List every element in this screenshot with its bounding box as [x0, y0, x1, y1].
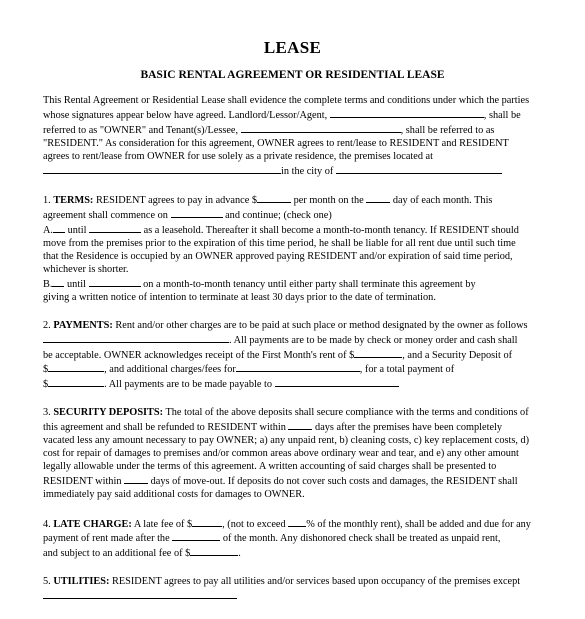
security-text: this agreement and shall be refunded to RESIDENT within — [43, 422, 286, 434]
intro-text: whose signatures appear below have agreed. Landlord/Lessor/Agent, — [43, 109, 328, 121]
terms-text: agreement shall commence on — [43, 210, 168, 222]
intro-paragraph — [43, 95, 548, 178]
terms-text: move from the premises prior to the expiration of this time period, he shall be liable for all rent due until such time — [43, 238, 516, 250]
city-field[interactable] — [336, 164, 502, 174]
payments-text: , and a Security Deposit of — [402, 349, 513, 361]
option-a-label: A. — [43, 225, 54, 237]
payments-text: $ — [43, 364, 49, 376]
tenant-name-field[interactable] — [241, 123, 401, 133]
accounting-days-field[interactable] — [124, 474, 148, 484]
late-text: . — [238, 548, 241, 560]
intro-text: This Rental Agreement or Residential Lease shall evidence the complete terms and conditions under which the parties — [43, 95, 530, 106]
tenancy-date-field[interactable] — [89, 277, 141, 287]
terms-text: until — [67, 225, 87, 237]
additional-fees-field[interactable] — [236, 362, 360, 372]
late-text: payment of rent made after the — [43, 533, 170, 545]
dishonored-fee-field[interactable] — [190, 546, 238, 556]
late-text: , (not to exceed — [222, 518, 286, 530]
section-number: 4. — [43, 518, 51, 530]
refund-days-field[interactable] — [288, 420, 312, 430]
document-title: LEASE — [263, 38, 322, 57]
terms-text: until — [67, 278, 86, 290]
payee-field[interactable] — [275, 377, 399, 387]
payments-text: be acceptable. OWNER acknowledges receipt of the First Month's rent of $ — [43, 349, 355, 361]
security-heading: SECURITY DEPOSITS: — [53, 407, 164, 419]
late-charge-section — [43, 517, 548, 562]
terms-section — [43, 193, 548, 304]
payments-text: , and additional charges/fees for — [104, 364, 236, 376]
payments-text: . All payments are to be made payable to — [104, 379, 272, 391]
late-charge-heading: LATE CHARGE: — [53, 518, 132, 530]
terms-text: RESIDENT agrees to pay in advance $ — [95, 195, 258, 207]
rent-amount-field[interactable] — [257, 193, 291, 203]
section-number: 1. — [43, 195, 51, 207]
late-day-field[interactable] — [172, 531, 220, 541]
premises-address-field[interactable] — [43, 164, 281, 174]
terms-text: giving a written notice of intention to terminate at least 30 days prior to the date of termination. — [43, 291, 436, 303]
security-text: The total of the above deposits shall secure compliance with the terms and conditions of — [165, 407, 529, 419]
late-fee-field[interactable] — [192, 517, 222, 527]
security-text: legally allowable under the terms of this agreement. A written accounting of said charges shall be presented to — [43, 460, 497, 472]
payments-text: Rent and/or other charges are to be paid at such place or method designated by the owner as follows — [115, 319, 528, 331]
landlord-name-field[interactable] — [330, 108, 484, 118]
section-number: 3. — [43, 407, 51, 419]
section-number: 5. — [43, 576, 51, 588]
intro-text: , shall be — [483, 109, 521, 121]
terms-heading: TERMS: — [53, 195, 94, 207]
intro-text: agrees to rent/lease from OWNER for use solely as a private residence, the premises located at — [43, 150, 433, 162]
rent-day-field[interactable] — [366, 193, 390, 203]
security-text: RESIDENT within — [43, 475, 122, 487]
payments-section — [43, 320, 548, 393]
terms-text: day of each month. This — [392, 195, 493, 207]
late-percent-field[interactable] — [288, 517, 306, 527]
utilities-section — [43, 576, 548, 604]
security-text: days after the premises have been completely — [315, 422, 503, 434]
security-text: vacated less any amount necessary to pay OWNER; a) any unpaid rent, b) cleaning costs, c) key replacement costs, d) — [43, 435, 530, 447]
utilities-heading: UTILITIES: — [53, 576, 110, 588]
security-text: days of move-out. If deposits do not cover such costs and damages, the RESIDENT shall — [150, 475, 518, 487]
commence-date-field[interactable] — [171, 208, 223, 218]
section-number: 2. — [43, 319, 51, 331]
intro-text: referred to as "OWNER" and Tenant(s)/Lessee, — [43, 124, 239, 136]
late-text: % of the monthly rent), shall be added and due for any — [306, 518, 531, 530]
payments-heading: PAYMENTS: — [53, 319, 113, 331]
payment-place-field[interactable] — [43, 333, 229, 343]
terms-text: as a leasehold. Thereafter it shall become a month-to-month tenancy. If RESIDENT should — [143, 225, 519, 237]
intro-text: "RESIDENT." As consideration for this agreement, OWNER agrees to rent/lease to RESIDENT and RESIDENT — [43, 137, 509, 149]
payments-text: , for a total payment of — [359, 364, 455, 376]
option-a-checkbox[interactable] — [53, 223, 65, 233]
security-text: cost for repair of damages to premises and/or common areas above ordinary wear and tear, and e) any other amount — [43, 447, 519, 459]
security-section — [43, 407, 548, 501]
payments-text: . All payments are to be made by check or money order and cash shall — [229, 334, 518, 346]
utilities-text: RESIDENT agrees to pay all utilities and/or services based upon occupancy of the premises except — [111, 576, 521, 588]
security-text: immediately pay said additional costs for damages to OWNER. — [43, 488, 305, 500]
security-deposit-field[interactable] — [48, 362, 104, 372]
terms-text: whichever is shorter. — [43, 263, 129, 275]
terms-text: per month on the — [293, 195, 364, 207]
late-text: and subject to an additional fee of $ — [43, 548, 191, 560]
late-text: of the month. Any dishonored check shall be treated as unpaid rent, — [222, 533, 501, 545]
payments-text: $ — [43, 379, 49, 391]
lease-end-date-field[interactable] — [89, 223, 141, 233]
intro-text: in the city of — [281, 165, 334, 177]
terms-text: that the Residence is occupied by an OWNER approved paying RESIDENT and/or expiration of said time period, — [43, 251, 513, 263]
terms-text: on a month-to-month tenancy until either party shall terminate this agreement by — [143, 278, 476, 290]
terms-text: and continue; (check one) — [225, 210, 332, 222]
utilities-exceptions-field[interactable] — [43, 589, 237, 599]
late-text: A late fee of $ — [133, 518, 193, 530]
option-b-label: B. — [43, 278, 53, 290]
option-b-checkbox[interactable] — [52, 277, 64, 287]
document-body — [43, 95, 548, 619]
total-payment-field[interactable] — [48, 377, 104, 387]
document-subtitle: BASIC RENTAL AGREEMENT OR RESIDENTIAL LEASE — [140, 69, 445, 81]
intro-text: , shall be referred to as — [400, 124, 495, 136]
first-month-rent-field[interactable] — [354, 348, 402, 358]
